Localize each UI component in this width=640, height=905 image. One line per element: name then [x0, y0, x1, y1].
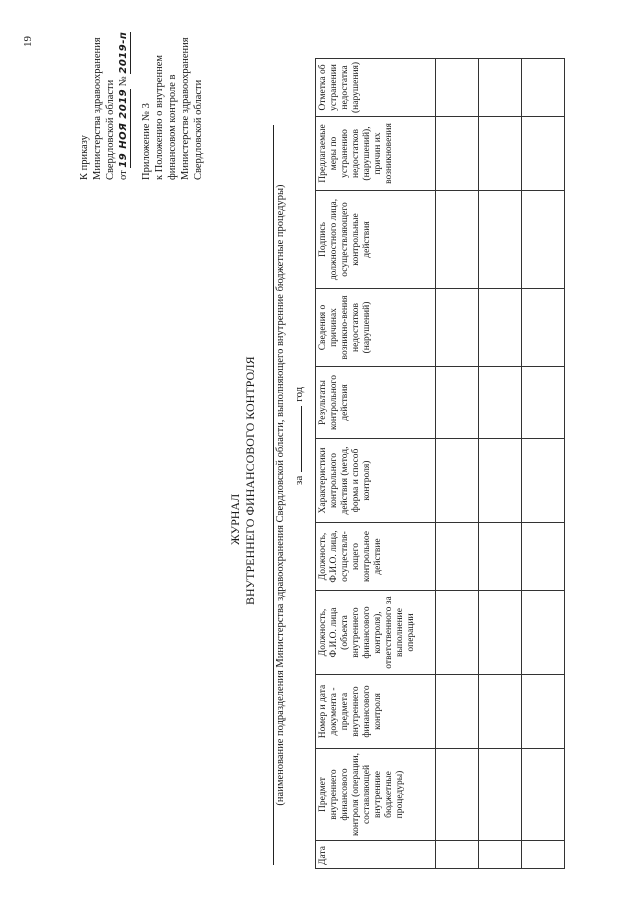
appendix-line: Приложение № 3 — [141, 103, 152, 180]
table-cell — [436, 367, 479, 439]
column-header-characteristics: Характеристики контрольного действия (метод, форма и способ контроля) — [316, 439, 436, 523]
table-cell — [479, 675, 522, 749]
table-cell — [436, 439, 479, 523]
table-cell — [479, 58, 522, 116]
table-cell — [479, 191, 522, 289]
year-blank — [301, 406, 302, 472]
appendix-line: Министерстве здравоохранения — [180, 37, 191, 180]
journal-table — [315, 58, 565, 869]
column-header-signature: Подпись должностного лица, осуществляющего контрольные действия — [316, 191, 436, 289]
table-cell — [436, 191, 479, 289]
table-cell — [479, 289, 522, 367]
column-header-remedy-mark: Отметка об устранении недостатка (нарушения) — [316, 58, 436, 116]
journal-subtitle: ВНУТРЕННЕГО ФИНАНСОВОГО КОНТРОЛЯ — [243, 356, 257, 605]
table-cell — [436, 591, 479, 675]
column-header-causes: Сведения о причинах возникно-вения недостатков (нарушений) — [316, 289, 436, 367]
table-row — [522, 58, 565, 868]
order-number-handwritten: 2019-п — [118, 31, 129, 74]
page-number: 19 — [22, 36, 34, 47]
table-cell — [436, 523, 479, 591]
table-cell — [522, 58, 565, 116]
table-cell — [522, 523, 565, 591]
column-header-responsible: Должность, Ф.И.О. лица (объекта внутреннего финансового контроля), ответственного за выполнение операции — [316, 591, 436, 675]
table-cell — [522, 289, 565, 367]
table-row — [436, 58, 479, 868]
table-cell — [479, 523, 522, 591]
table-cell — [522, 749, 565, 841]
order-date-number-line — [117, 32, 131, 180]
year-prefix: за — [293, 475, 305, 485]
order-date-stamp: 19 НОЯ 2019 — [118, 88, 129, 168]
table-cell — [479, 367, 522, 439]
table-cell — [436, 749, 479, 841]
order-from-label: от — [118, 170, 129, 180]
table-cell — [479, 117, 522, 191]
column-header-document: Номер и дата документа - предмета внутреннего финансового контроля — [316, 675, 436, 749]
department-caption: (наименование подразделения Министерства здравоохранения Свердловской области, выполняющего внутренние бюджетные процедуры) — [273, 125, 286, 865]
table-cell — [522, 191, 565, 289]
table-cell — [522, 439, 565, 523]
appendix-line: Свердловской области — [193, 79, 204, 180]
table-cell — [522, 675, 565, 749]
column-header-subject: Предмет внутреннего финансового контроля (операции, составляющей внутренние бюджетные процедуры) — [316, 749, 436, 841]
order-ref-line: Свердловской области — [105, 79, 116, 180]
table-cell — [479, 591, 522, 675]
table-cell — [522, 591, 565, 675]
journal-title: ЖУРНАЛ — [228, 493, 242, 545]
table-cell — [436, 117, 479, 191]
column-header-measures: Предлагаемые меры по устранению недостатков (нарушений), причин их возникновения — [316, 117, 436, 191]
order-number-label: № — [118, 76, 129, 87]
table-cell — [479, 439, 522, 523]
appendix-line: к Положению о внутреннем — [154, 54, 165, 180]
table-cell — [436, 289, 479, 367]
table-cell — [479, 749, 522, 841]
table-row — [479, 58, 522, 868]
column-header-date: Дата — [316, 841, 436, 869]
table-cell — [522, 117, 565, 191]
year-suffix: год — [293, 386, 305, 402]
table-cell — [479, 841, 522, 869]
table-cell — [436, 841, 479, 869]
table-cell — [436, 58, 479, 116]
appendix-block — [140, 37, 205, 180]
table-cell — [522, 841, 565, 869]
column-header-results: Результаты контрольного действия — [316, 367, 436, 439]
order-reference-block — [78, 32, 131, 180]
table-cell — [522, 367, 565, 439]
appendix-line: финансовом контроле в — [167, 74, 178, 180]
order-ref-line: К приказу — [79, 135, 90, 180]
year-line — [293, 387, 305, 485]
column-header-controller: Должность, Ф.И.О. лица, осуществля-ющего контрольное действие — [316, 523, 436, 591]
order-ref-line: Министерства здравоохранения — [92, 37, 103, 180]
table-header-row — [316, 58, 436, 868]
table-cell — [436, 675, 479, 749]
